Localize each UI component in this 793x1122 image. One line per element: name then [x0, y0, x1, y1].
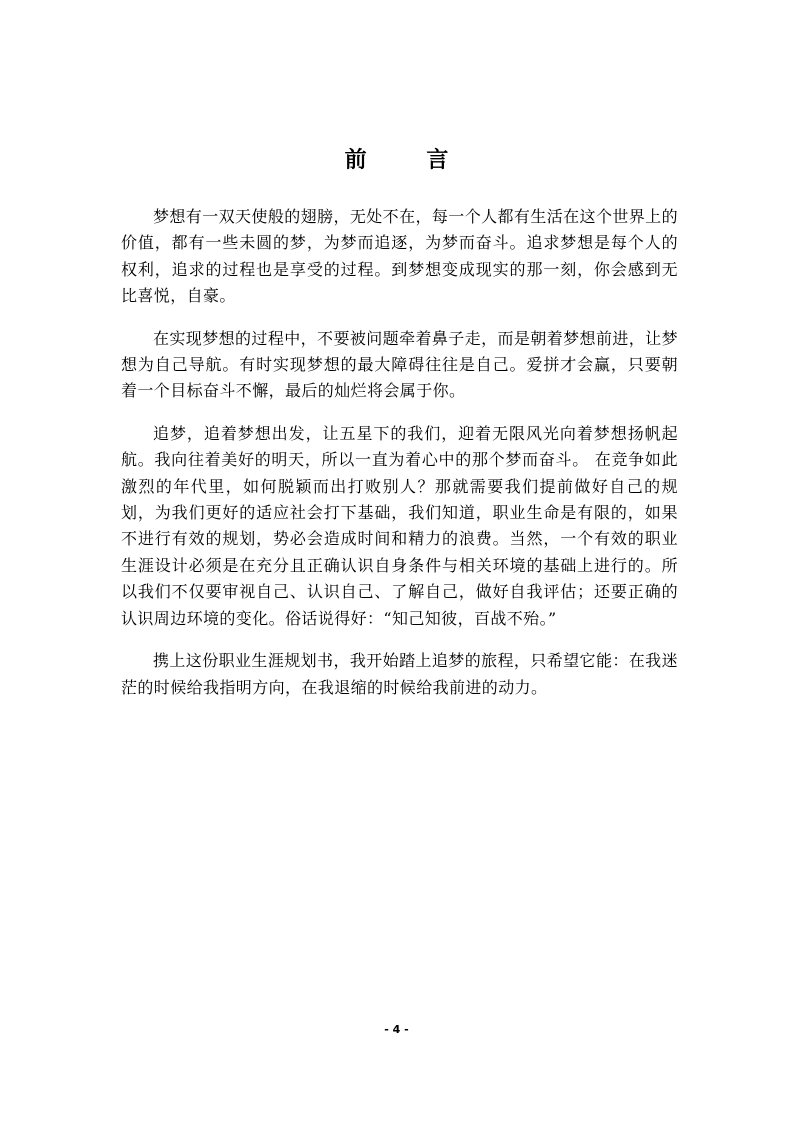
page-title: 前 言: [344, 148, 475, 173]
body-text: [121, 204, 678, 717]
page-number: - 4 -: [384, 1023, 409, 1036]
paragraph-3: 追梦，追着梦想出发，让五星下的我们，迎着无限风光向着梦想扬帆起航。我向往着美好的明天，所以一直为着心中的那个梦而奋斗。 在竞争如此激烈的年代里，如何脱颖而出打败别人？那就需要我们提前做好自己的规划，为我们更好的适应社会打下基础，我们知道，职业生命是有限的，如果不进行有效的规划，势必会造成时间和精力的浪费。当然，一个有效的职业生涯设计必须是在充分且正确认识自身条件与相关环境的基础上进行的。所以我们不仅要审视自己、认识自己、了解自己，做好自我评估；还要正确的认识周边环境的变化。俗话说得好：“知己知彼，百战不殆。”: [121, 423, 678, 628]
paragraph-1: 梦想有一双天使般的翅膀，无处不在，每一个人都有生活在这个世界上的价值，都有一些未圆的梦，为梦而追逐，为梦而奋斗。追求梦想是每个人的权利，追求的过程也是享受的过程。到梦想变成现实的那一刻，你会感到无比喜悦，自豪。: [121, 207, 678, 306]
paragraph-4: 携上这份职业生涯规划书，我开始踏上追梦的旅程，只希望它能：在我迷茫的时候给我指明方向，在我退缩的时候给我前进的动力。: [121, 651, 678, 697]
paragraph-2: 在实现梦想的过程中，不要被问题牵着鼻子走，而是朝着梦想前进，让梦想为自己导航。有时实现梦想的最大障碍往往是自己。爱拼才会赢，只要朝着一个目标奋斗不懈，最后的灿烂将会属于你。: [121, 328, 678, 401]
